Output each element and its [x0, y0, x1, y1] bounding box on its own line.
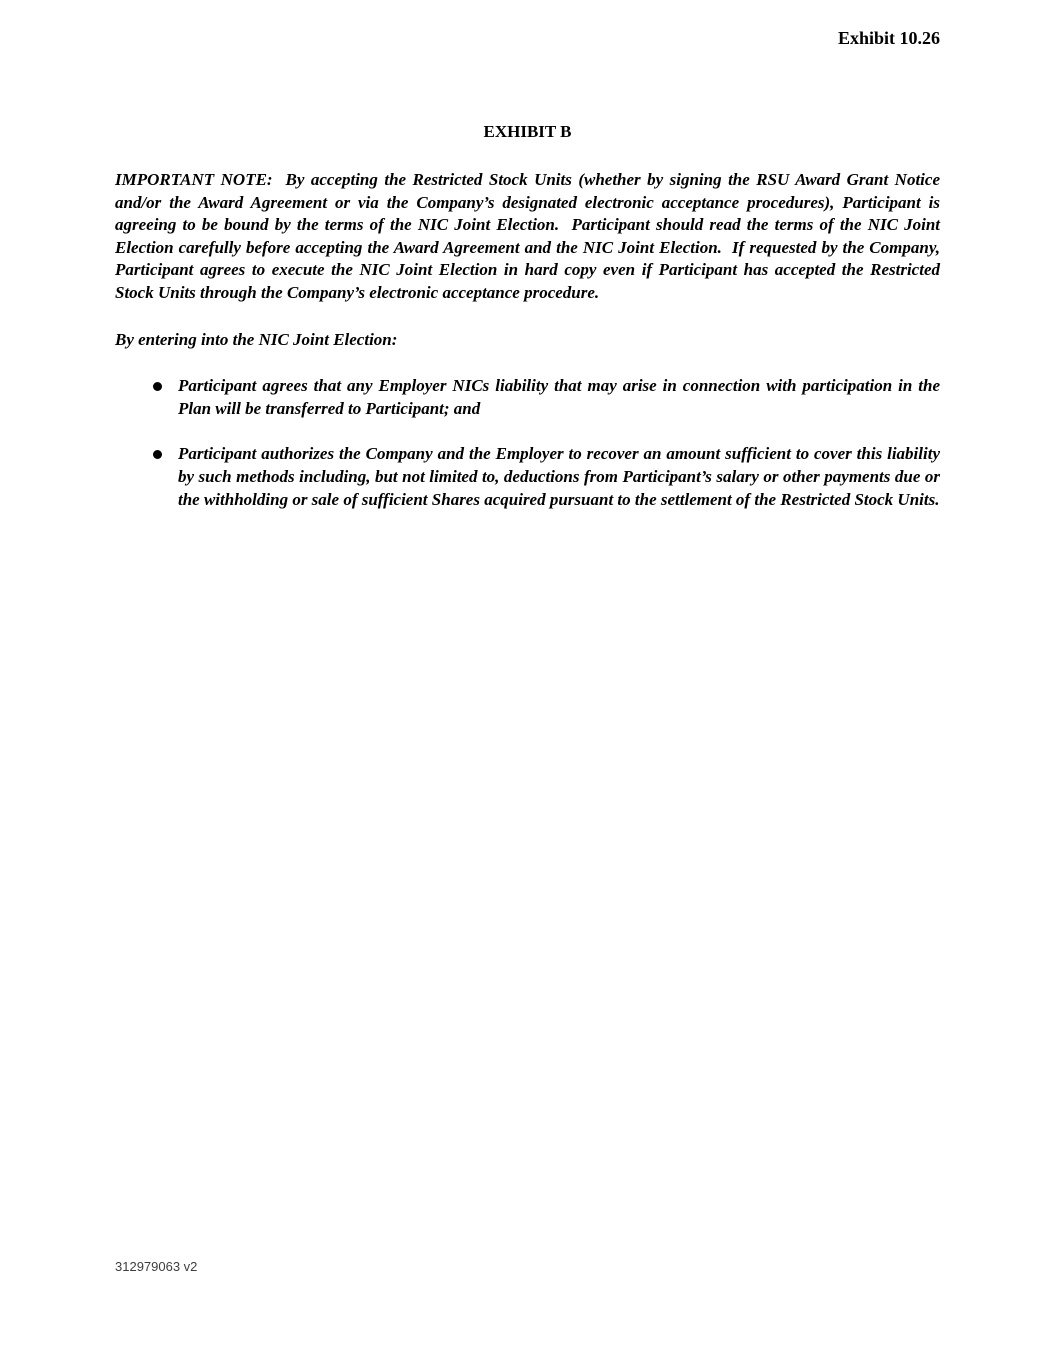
bullet-text: Participant agrees that any Employer NICs liability that may arise in connection with participation in the Plan will be transferred to Participant; and [178, 376, 940, 418]
footer-document-number: 312979063 v2 [115, 1259, 198, 1274]
exhibit-b-heading: EXHIBIT B [483, 122, 572, 141]
intro-paragraph: By entering into the NIC Joint Election: [115, 329, 398, 349]
important-note-paragraph: IMPORTANT NOTE: By accepting the Restricted Stock Units (whether by signing the RSU Award Grant Notice and/or the Award Agreement or via the Company’s designated electronic acceptance procedures), Participant is agreeing to be bound by the terms of the NIC Joint Election. Participant should read the terms of the NIC Joint Election carefully before accepting the Award Agreement and the NIC Joint Election. If requested by the Company, Participant agrees to execute the NIC Joint Election in hard copy even if Participant has accepted the Restricted Stock Units through the Company’s electronic acceptance procedure. [115, 170, 940, 302]
exhibit-number-label: Exhibit 10.26 [837, 28, 940, 48]
bullet-item [115, 443, 940, 511]
document-content [0, 0, 1055, 511]
bullet-dot-icon [153, 450, 162, 459]
bullet-list [115, 375, 940, 511]
bullet-dot-icon [153, 382, 162, 391]
bullet-item [115, 375, 940, 420]
bullet-text: Participant authorizes the Company and the Employer to recover an amount sufficient to cover this liability by such methods including, but not limited to, deductions from Participant’s salary or other payments due or the withholding or sale of sufficient Shares acquired pursuant to the settlement of the Restricted Stock Units. [178, 444, 940, 509]
